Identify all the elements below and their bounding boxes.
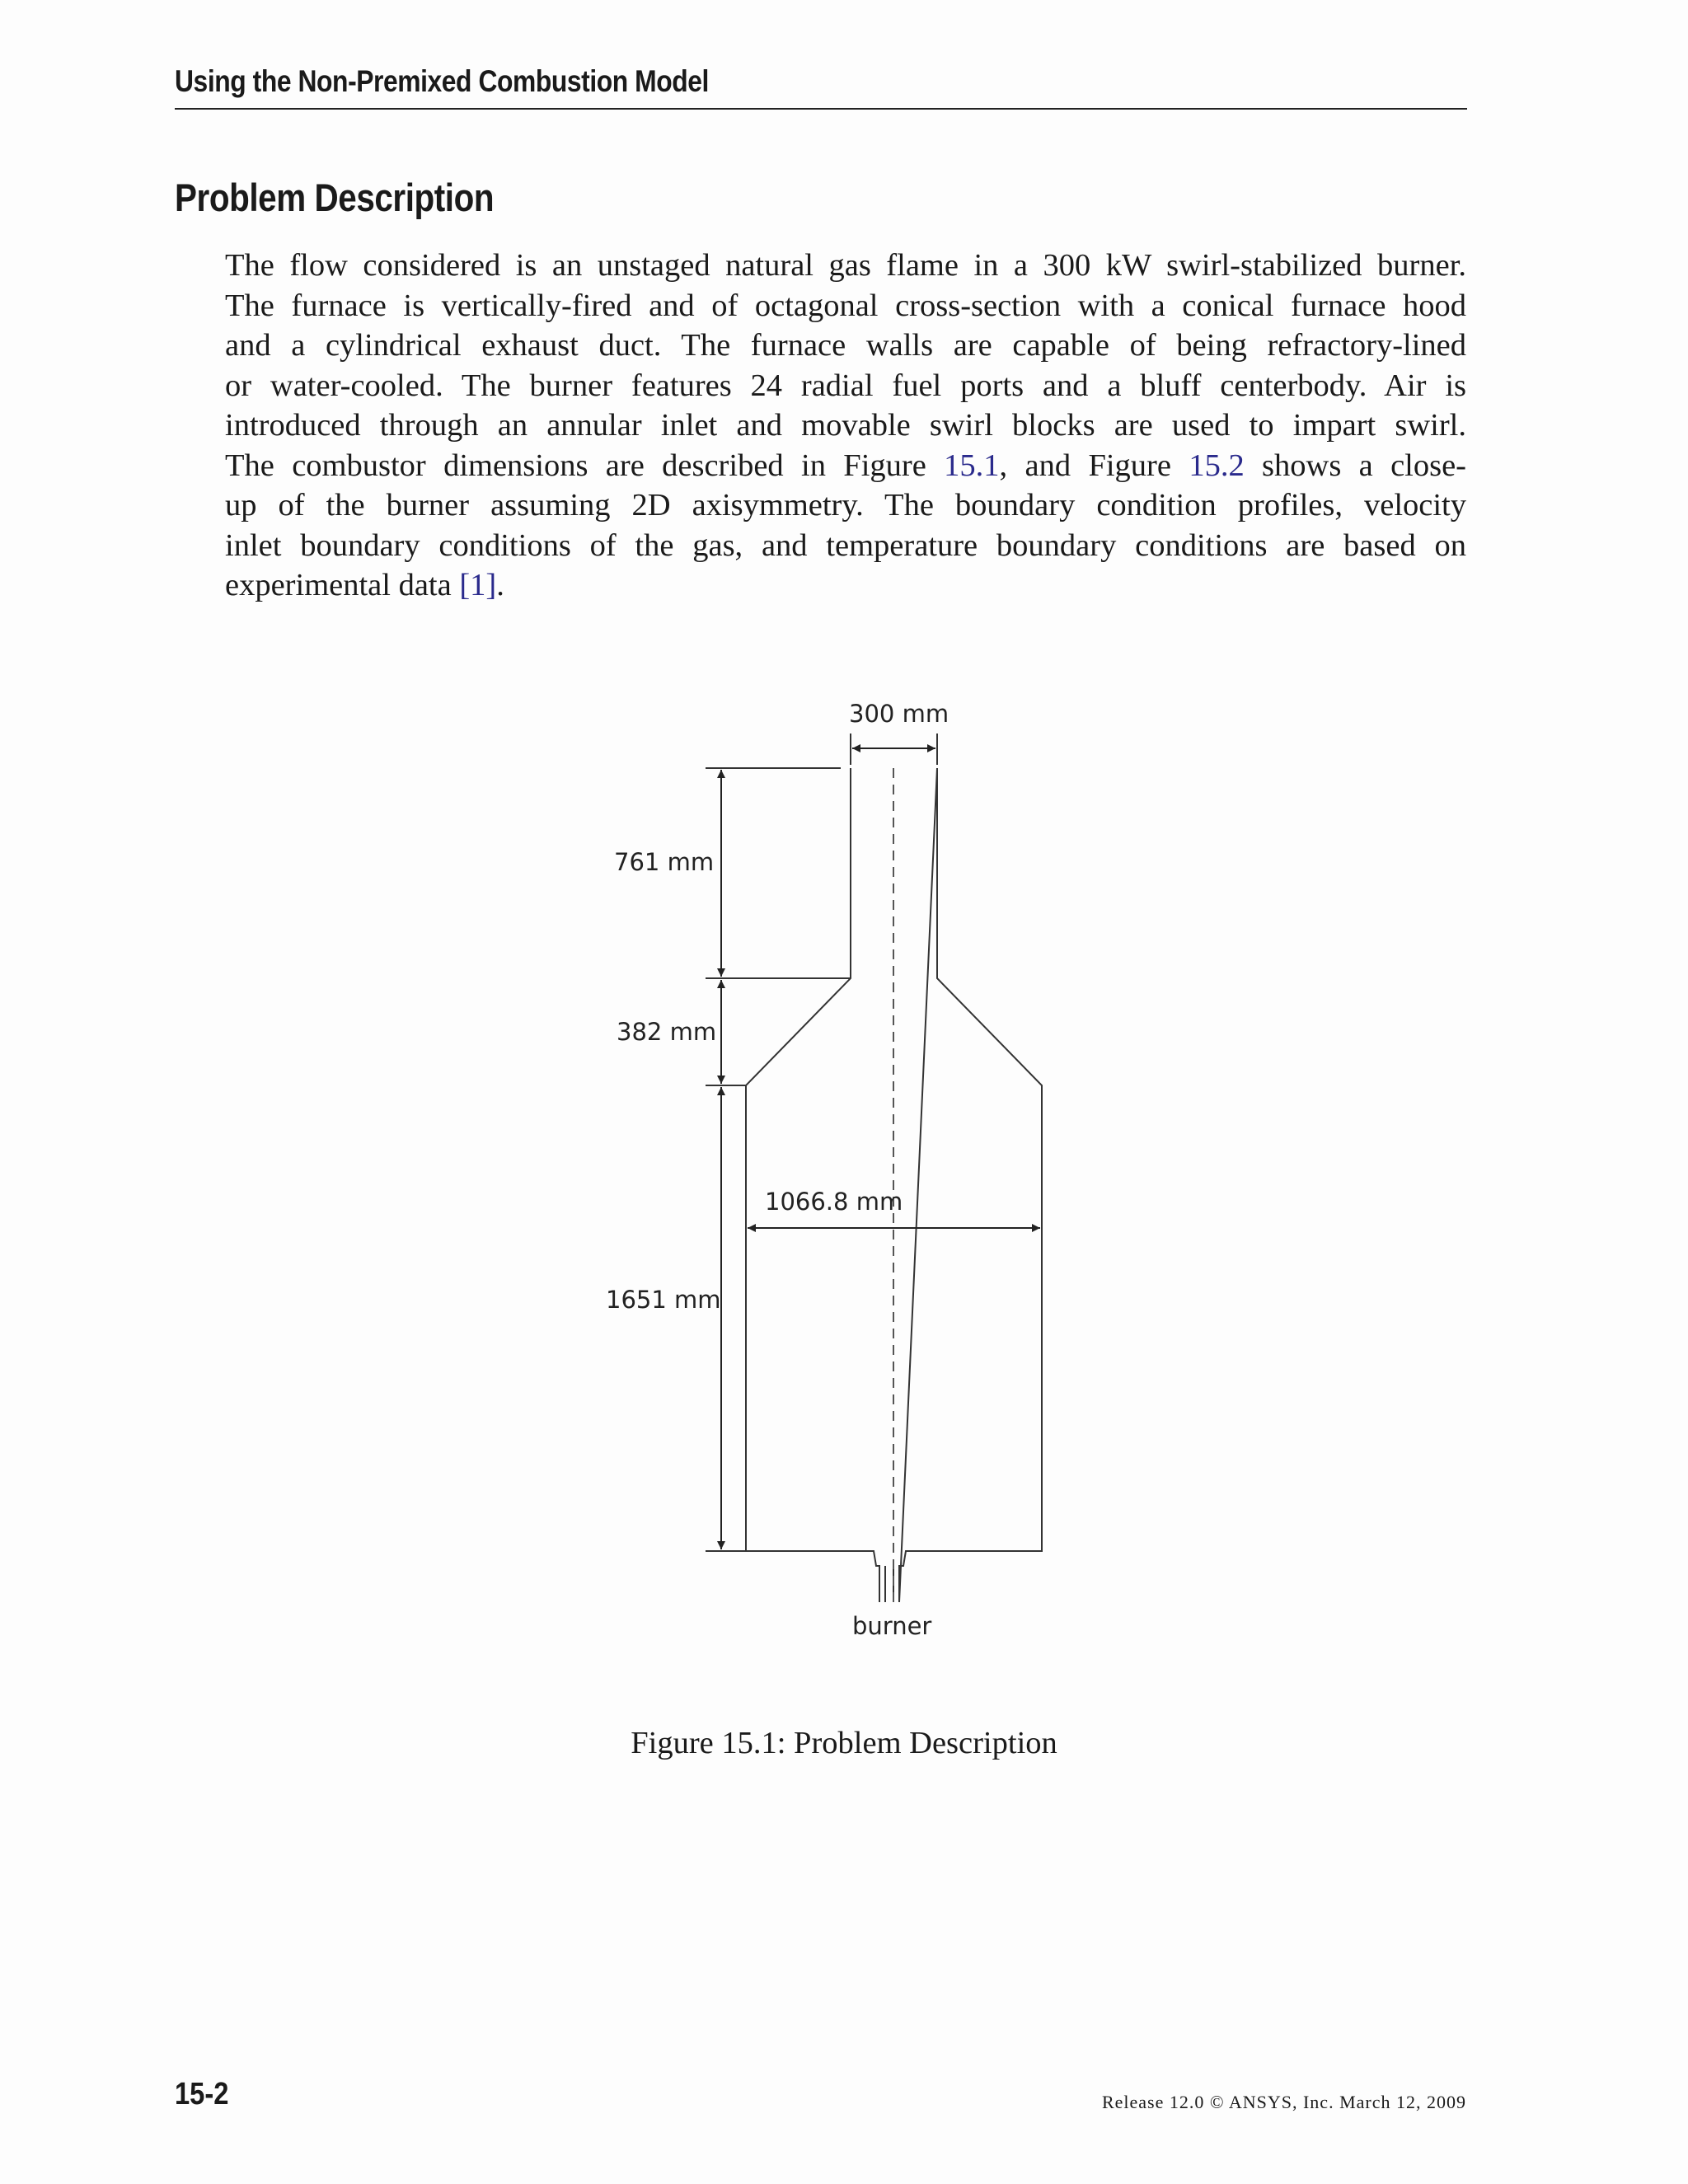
paragraph-line: introduced through an annular inlet and movable swirl blocks are used to impart swirl. xyxy=(225,408,1466,443)
label-burner: burner xyxy=(852,1612,932,1640)
furnace-diagram xyxy=(511,692,1162,1665)
citation-link[interactable]: [1] xyxy=(459,568,497,602)
paragraph-line: or water-cooled. The burner features 24 radial fuel ports and a bluff centerbody. Air is xyxy=(225,368,1466,403)
line-text: . xyxy=(496,568,504,602)
paragraph-line: up of the burner assuming 2D axisymmetry. The boundary condition profiles, velocity xyxy=(225,488,1466,523)
header-rule xyxy=(175,108,1467,110)
label-hood-height: 382 mm xyxy=(617,1018,717,1046)
label-furnace-height: 1651 mm xyxy=(606,1286,721,1314)
label-furnace-width: 1066.8 mm xyxy=(765,1188,903,1216)
figure-link-15-1[interactable]: 15.1 xyxy=(944,448,1000,483)
line-text: shows a close- xyxy=(1244,448,1466,483)
page-number: 15-2 xyxy=(175,2077,229,2111)
label-duct-width: 300 mm xyxy=(849,700,950,728)
line-text: , and Figure xyxy=(999,448,1189,483)
release-info: Release 12.0 © ANSYS, Inc. March 12, 2009 xyxy=(1101,2092,1466,2112)
paragraph-line: The flow considered is an unstaged natural gas flame in a 300 kW swirl-stabilized burner. xyxy=(225,248,1466,283)
line-text: The combustor dimensions are described in Figure xyxy=(225,448,945,483)
running-header: Using the Non-Premixed Combustion Model xyxy=(175,64,709,98)
body-paragraph xyxy=(225,246,1466,606)
section-title: Problem Description xyxy=(175,176,495,219)
line-text: experimental data xyxy=(225,568,460,602)
paragraph-line: inlet boundary conditions of the gas, and temperature boundary conditions are based on xyxy=(225,527,1466,563)
paragraph-line: The furnace is vertically-fired and of octagonal cross-section with a conical furnace hood xyxy=(225,288,1466,323)
paragraph-line xyxy=(225,565,1466,606)
paragraph-line xyxy=(225,446,1466,486)
figure-link-15-2[interactable]: 15.2 xyxy=(1189,448,1245,483)
label-duct-height: 761 mm xyxy=(614,848,715,876)
paragraph-line: and a cylindrical exhaust duct. The furnace walls are capable of being refractory-lined xyxy=(225,328,1466,363)
figure-caption: Figure 15.1: Problem Description xyxy=(631,1726,1057,1760)
